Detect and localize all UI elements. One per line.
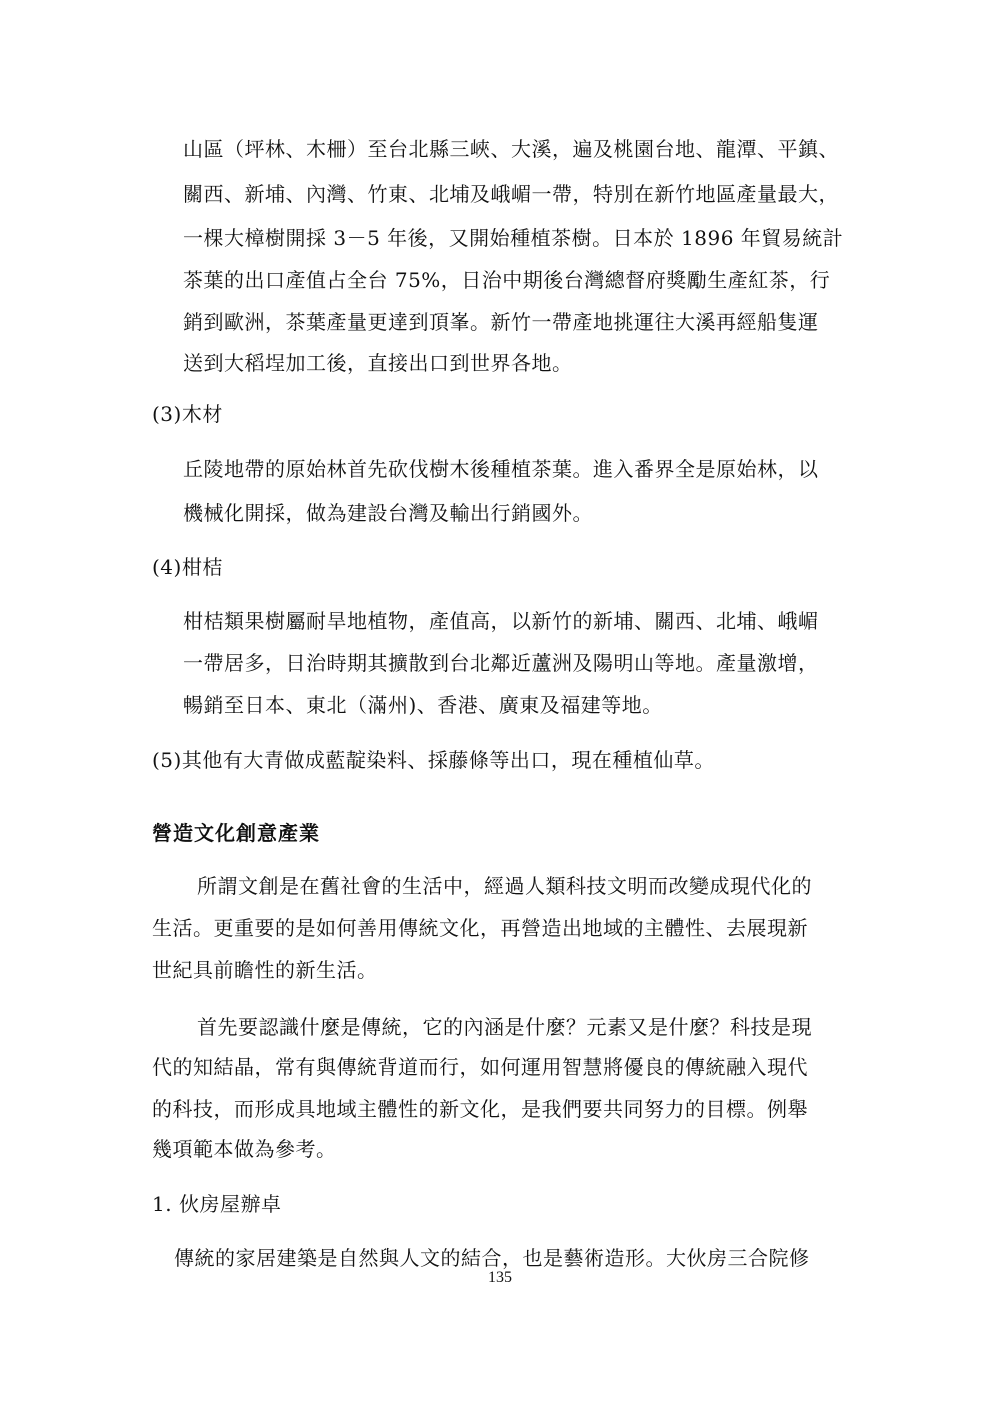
body-text-line: 所謂文創是在舊社會的生活中，經過人類科技文明而改變成現代化的 (197, 874, 812, 898)
body-text-line: 機械化開採，做為建設台灣及輸出行銷國外。 (183, 501, 593, 525)
body-text-line: 山區（坪林、木柵）至台北縣三峽、大溪，遍及桃園台地、龍潭、平鎮、 (183, 137, 839, 161)
body-text-line: 幾項範本做為參考。 (152, 1137, 337, 1161)
list-item-title: 1. 伙房屋辦卓 (152, 1192, 282, 1216)
body-text-line: 暢銷至日本、東北（滿州)、香港、廣東及福建等地。 (183, 693, 663, 717)
body-text-line: 銷到歐洲，茶葉產量更達到頂峯。新竹一帶產地挑運往大溪再經船隻運 (183, 310, 819, 334)
body-text-line: 關西、新埔、內灣、竹東、北埔及峨嵋一帶，特別在新竹地區產量最大， (183, 182, 839, 206)
list-item-title: (4)柑桔 (152, 555, 223, 579)
body-text-line: 茶葉的出口產值占全台 75%，日治中期後台灣總督府獎勵生產紅茶，行 (183, 268, 831, 292)
body-text-line: 柑桔類果樹屬耐旱地植物，產值高，以新竹的新埔、關西、北埔、峨嵋 (183, 609, 819, 633)
body-text-line: 首先要認識什麼是傳統，它的內涵是什麼？元素又是什麼？科技是現 (197, 1015, 812, 1039)
body-text-line: 代的知結晶，常有與傳統背道而行，如何運用智慧將優良的傳統融入現代 (152, 1055, 808, 1079)
body-text-line: 丘陵地帶的原始林首先砍伐樹木後種植茶葉。進入番界全是原始林，以 (183, 457, 819, 481)
page-number: 135 (488, 1269, 512, 1286)
body-text-line: 的科技，而形成具地域主體性的新文化，是我們要共同努力的目標。例舉 (152, 1097, 808, 1121)
list-item-title: (5)其他有大青做成藍靛染料、採藤條等出口，現在種植仙草。 (152, 748, 715, 772)
body-text-line: 送到大稻埕加工後，直接出口到世界各地。 (183, 351, 573, 375)
body-text-line: 生活。更重要的是如何善用傳統文化，再營造出地域的主體性、去展現新 (152, 916, 808, 940)
list-item-title: (3)木材 (152, 402, 223, 426)
body-text-line: 傳統的家居建築是自然與人文的結合，也是藝術造形。大伙房三合院修 (174, 1246, 810, 1270)
section-heading: 營造文化創意產業 (152, 821, 320, 845)
body-text-line: 世紀具前瞻性的新生活。 (152, 958, 378, 982)
body-text-line: 一帶居多，日治時期其擴散到台北鄰近蘆洲及陽明山等地。產量激增， (183, 651, 819, 675)
body-text-line: 一棵大樟樹開採 3－5 年後，又開始種植茶樹。日本於 1896 年貿易統計 (183, 226, 844, 250)
